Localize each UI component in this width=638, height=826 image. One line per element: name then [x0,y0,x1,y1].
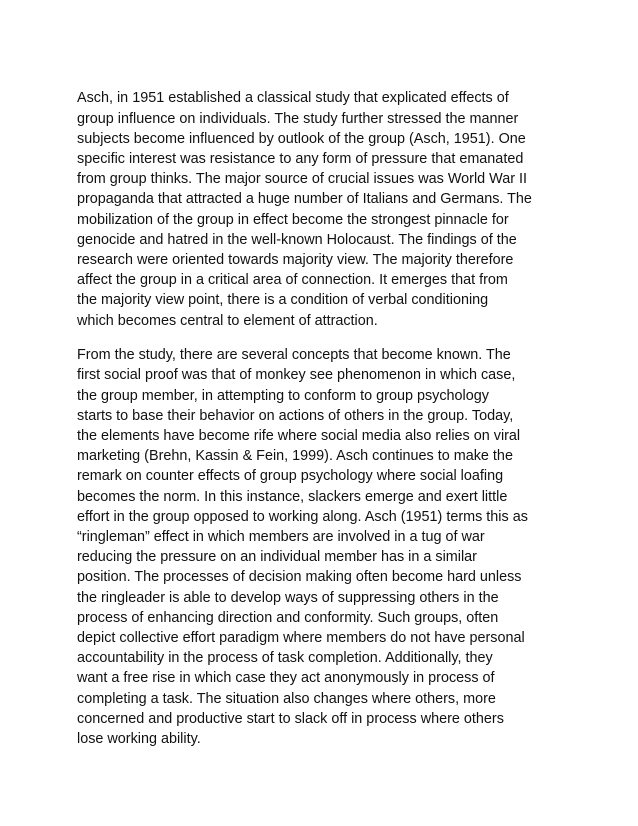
paragraph-2 [77,345,561,749]
paragraph-line: first social proof was that of monkey see phenomenon in which case, [77,367,516,384]
paragraph-line: effort in the group opposed to working along. Asch (1951) terms this as [77,508,528,525]
paragraph-line: From the study, there are several concepts that become known. The [77,347,511,364]
paragraph-line: “ringleman” effect in which members are involved in a tug of war [77,529,485,546]
paragraph-line: remark on counter effects of group psychology where social loafing [77,468,504,485]
paragraph-line: lose working ability. [77,731,201,748]
paragraph-line: research were oriented towards majority view. The majority therefore [77,252,514,269]
paragraph-line: Asch, in 1951 established a classical study that explicated effects of [77,90,509,107]
paragraph-line: concerned and productive start to slack off in process where others [77,710,504,727]
paragraph-line: genocide and hatred in the well-known Holocaust. The findings of the [77,231,517,248]
paragraph-line: the majority view point, there is a condition of verbal conditioning [77,292,489,309]
paragraph-line: want a free rise in which case they act anonymously in process of [77,670,495,687]
document-body [77,74,561,764]
paragraph-line: propaganda that attracted a huge number of Italians and Germans. The [77,191,532,208]
paragraph-line: process of enhancing direction and conformity. Such groups, often [77,609,499,626]
paragraph-line: position. The processes of decision making often become hard unless [77,569,522,586]
paragraph-line: accountability in the process of task completion. Additionally, they [77,650,493,667]
paragraph-line: becomes the norm. In this instance, slackers emerge and exert little [77,488,508,505]
paragraph-line: the group member, in attempting to conform to group psychology [77,387,489,404]
paragraph-1 [77,88,561,330]
paragraph-line: which becomes central to element of attraction. [77,312,378,329]
paragraph-line: mobilization of the group in effect become the strongest pinnacle for [77,211,509,228]
paragraph-line: the elements have become rife where social media also relies on viral [77,428,521,445]
paragraph-line: reducing the pressure on an individual member has in a similar [77,549,477,566]
paragraph-line: depict collective effort paradigm where members do not have personal [77,630,525,647]
paragraph-line: subjects become influenced by outlook of the group (Asch, 1951). One [77,130,526,147]
paragraph-line: the ringleader is able to develop ways of suppressing others in the [77,589,499,606]
paragraph-line: from group thinks. The major source of crucial issues was World War II [77,171,527,188]
paragraph-line: marketing (Brehn, Kassin & Fein, 1999). Asch continues to make the [77,448,513,465]
paragraph-line: specific interest was resistance to any form of pressure that emanated [77,151,524,167]
paragraph-line: completing a task. The situation also changes where others, more [77,690,496,707]
paragraph-line: starts to base their behavior on actions of others in the group. Today, [77,407,514,424]
paragraph-line: affect the group in a critical area of connection. It emerges that from [77,272,508,289]
paragraph-line: group influence on individuals. The study further stressed the manner [77,110,519,127]
